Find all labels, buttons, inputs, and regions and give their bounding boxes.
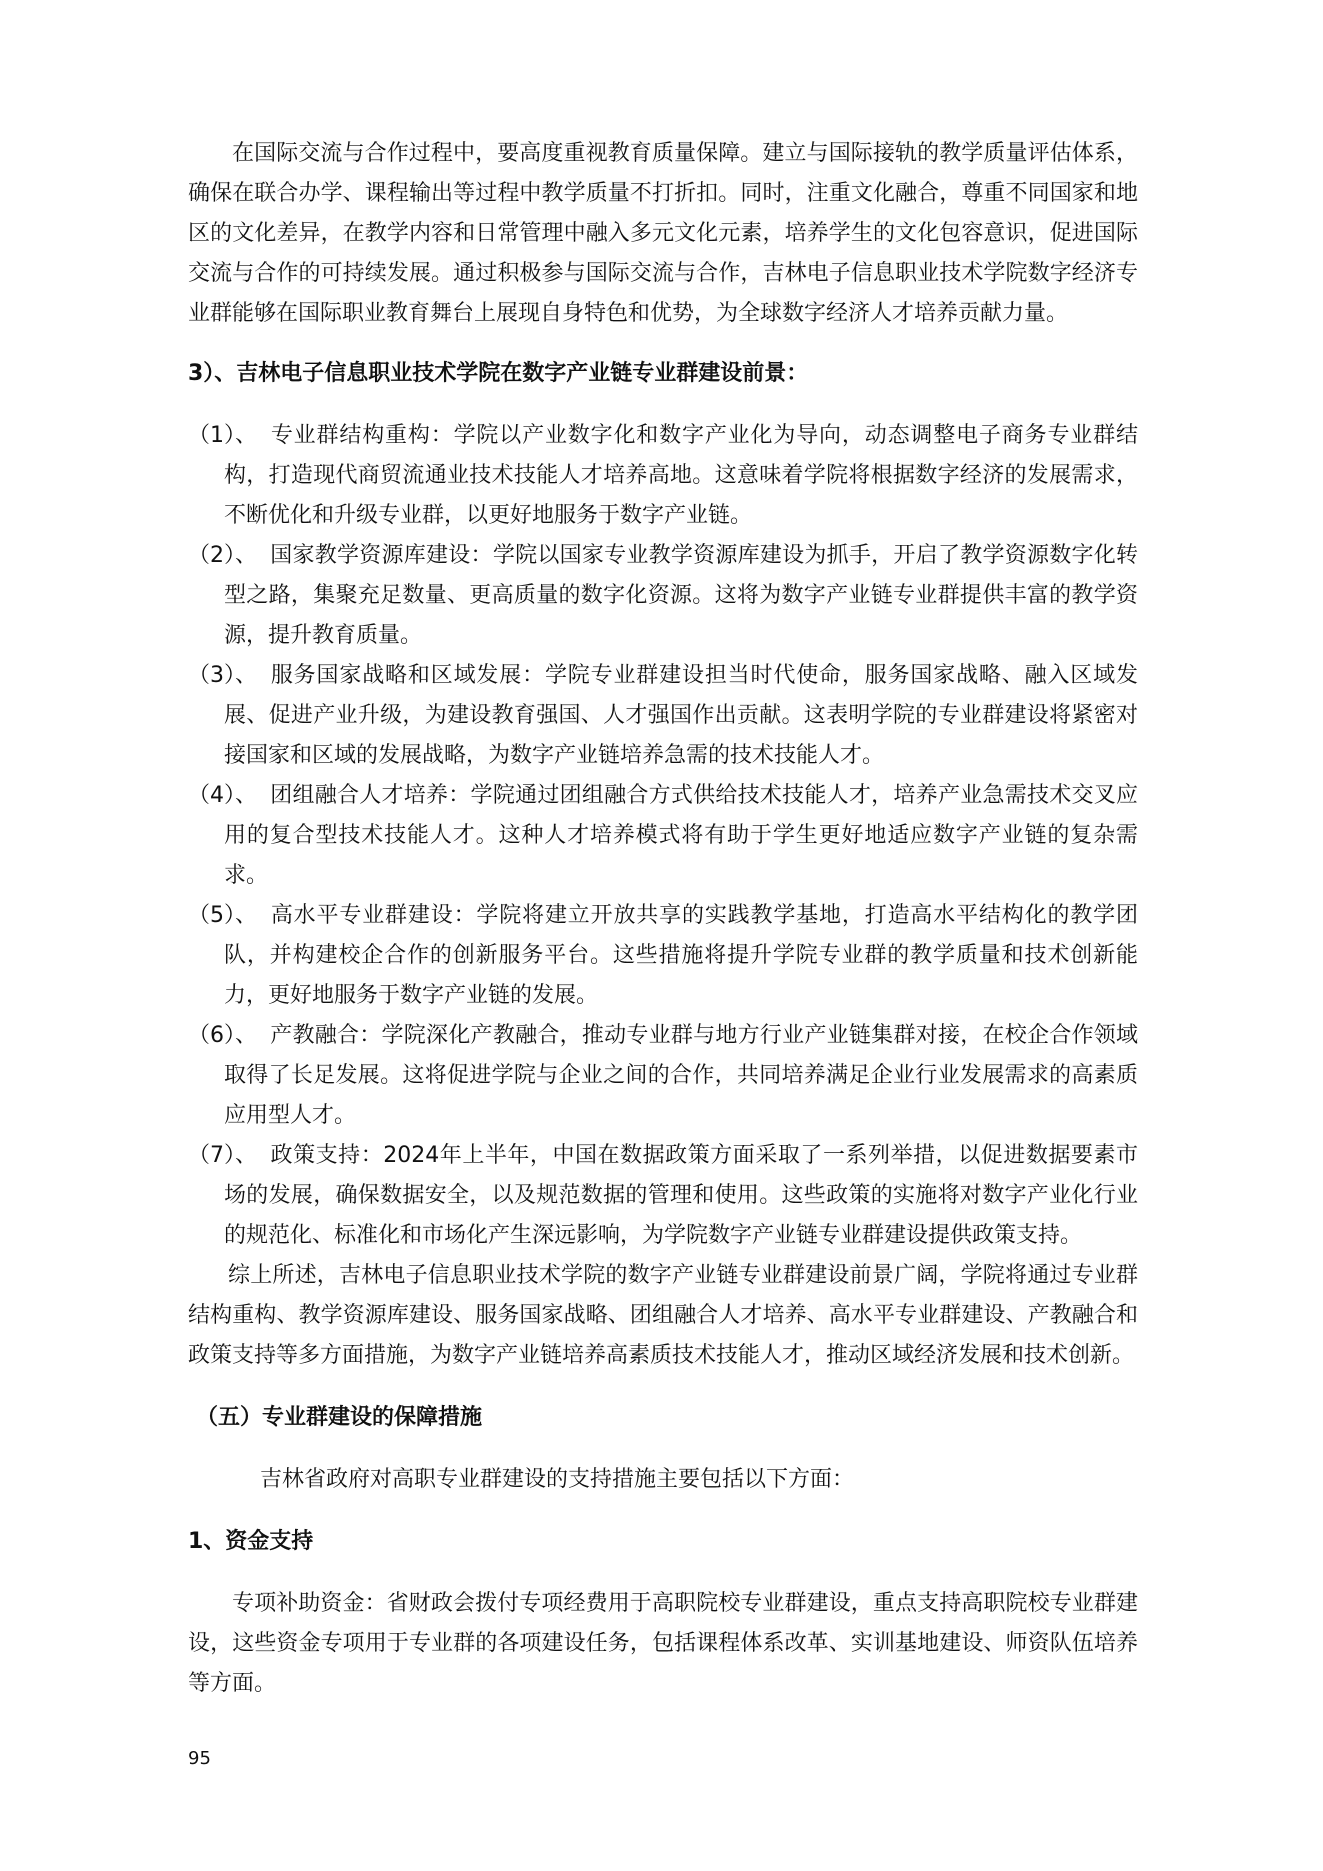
list-item-text: 政策支持：2024年上半年，中国在数据政策方面采取了一系列举措，以促进数据要素市场的发展，确保数据安全，以及规范数据的管理和使用。这些政策的实施将对数字产业化行业的规范化、标准化和市场化产生深远影响，为学院数字产业链专业群建设提供政策支持。 — [224, 1143, 1138, 1248]
list-item-number: （2）、 — [188, 543, 257, 568]
subsection-1-title: 1、资金支持 — [188, 1529, 314, 1554]
subsection-1-paragraph: 专项补助资金：省财政会拨付专项经费用于高职院校专业群建设，重点支持高职院校专业群建设，这些资金专项用于专业群的各项建设任务，包括课程体系改革、实训基地建设、师资队伍培养等方面。 — [188, 1591, 1138, 1696]
list-item-text: 国家教学资源库建设：学院以国家专业教学资源库建设为抓手，开启了教学资源数字化转型之路，集聚充足数量、更高质量的数字化资源。这将为数字产业链专业群提供丰富的教学资源，提升教育质量。 — [224, 543, 1138, 648]
list-item-number: （4）、 — [188, 783, 257, 808]
list-item — [188, 896, 1138, 1016]
list-item-number: （5）、 — [188, 903, 257, 928]
list-item-text: 团组融合人才培养：学院通过团组融合方式供给技术技能人才，培养产业急需技术交叉应用的复合型技术技能人才。这种人才培养模式将有助于学生更好地适应数字产业链的复杂需求。 — [224, 783, 1138, 888]
heading-3-prospects: 3）、吉林电子信息职业技术学院在数字产业链专业群建设前景： — [188, 361, 809, 386]
list-item-number: （7）、 — [188, 1143, 257, 1168]
list-item — [188, 1016, 1138, 1136]
list-item — [188, 416, 1138, 536]
list-item — [188, 776, 1138, 896]
list-item-text: 高水平专业群建设：学院将建立开放共享的实践教学基地，打造高水平结构化的教学团队，并构建校企合作的创新服务平台。这些措施将提升学院专业群的教学质量和技术创新能力，更好地服务于数字产业链的发展。 — [224, 903, 1138, 1008]
section-5-title: （五）专业群建设的保障措施 — [196, 1405, 483, 1430]
list-item — [188, 1136, 1138, 1256]
paragraph-international-cooperation: 在国际交流与合作过程中，要高度重视教育质量保障。建立与国际接轨的教学质量评估体系，确保在联合办学、课程输出等过程中教学质量不打折扣。同时，注重文化融合，尊重不同国家和地区的文化差异，在教学内容和日常管理中融入多元文化元素，培养学生的文化包容意识，促进国际交流与合作的可持续发展。通过积极参与国际交流与合作，吉林电子信息职业技术学院数字经济专业群能够在国际职业教育舞台上展现自身特色和优势，为全球数字经济人才培养贡献力量。 — [188, 141, 1138, 326]
list-item — [188, 656, 1138, 776]
list-item-number: （3）、 — [188, 663, 257, 688]
list-item-text: 产教融合：学院深化产教融合，推动专业群与地方行业产业链集群对接，在校企合作领域取得了长足发展。这将促进学院与企业之间的合作，共同培养满足企业行业发展需求的高素质应用型人才。 — [224, 1023, 1138, 1128]
summary-paragraph: 综上所述，吉林电子信息职业技术学院的数字产业链专业群建设前景广阔，学院将通过专业群结构重构、教学资源库建设、服务国家战略、团组融合人才培养、高水平专业群建设、产教融合和政策支持等多方面措施，为数字产业链培养高素质技术技能人才，推动区域经济发展和技术创新。 — [188, 1263, 1138, 1368]
list-item — [188, 536, 1138, 656]
list-item-text: 服务国家战略和区域发展：学院专业群建设担当时代使命，服务国家战略、融入区域发展、促进产业升级，为建设教育强国、人才强国作出贡献。这表明学院的专业群建设将紧密对接国家和区域的发展战略，为数字产业链培养急需的技术技能人才。 — [224, 663, 1138, 768]
section-5-intro: 吉林省政府对高职专业群建设的支持措施主要包括以下方面： — [260, 1467, 855, 1492]
list-item-text: 专业群结构重构：学院以产业数字化和数字产业化为导向，动态调整电子商务专业群结构，打造现代商贸流通业技术技能人才培养高地。这意味着学院将根据数字经济的发展需求，不断优化和升级专业群，以更好地服务于数字产业链。 — [224, 423, 1138, 528]
prospects-list — [188, 416, 1138, 1256]
list-item-number: （6）、 — [188, 1023, 257, 1048]
list-item-number: （1）、 — [188, 423, 257, 448]
page-number: 95 — [188, 1748, 211, 1769]
page-content — [188, 134, 1138, 1704]
